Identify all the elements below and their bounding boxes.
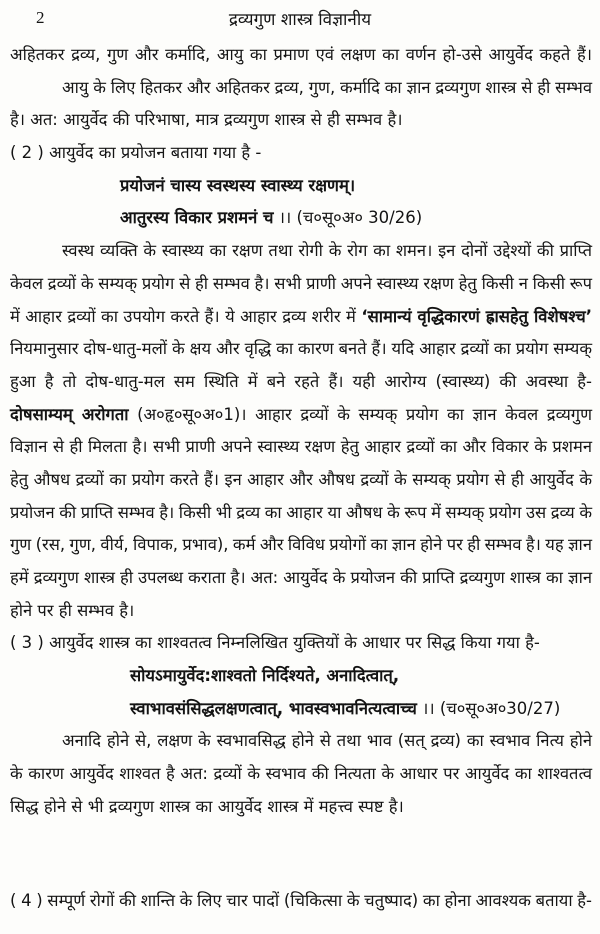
text-segment: हेतु औषध द्रव्यों का प्रयोग करते हैं। इन आहार और औषध द्रव्यों के सम्यक् प्रयोग से ही आयुर्वेद के [10, 469, 592, 489]
bold-quotation: सोयऽमायुर्वेद:शाश्वतो निर्दिश्यते, अनादित्वात्, [130, 666, 400, 686]
text-segment: ( 3 ) आयुर्वेद शास्त्र का शाश्वतत्व निम्नलिखित युक्तियों के आधार पर सिद्ध किया गया है- [10, 633, 540, 653]
text-line [10, 631, 592, 655]
text-segment: गुण (रस, गुण, वीर्य, विपाक, प्रभाव), कर्म और विविध प्रयोगों का ज्ञान होने पर ही सम्भव है। यह ज्ञान [10, 535, 592, 555]
text-segment: विज्ञान से ही मिलता है। सभी प्राणी अपने स्वास्थ्य रक्षण हेतु आहार द्रव्यों का और विकार के प्रशमन [10, 437, 592, 457]
text-line [120, 174, 592, 198]
bold-quotation: आतुरस्य विकार प्रशमनं च [120, 208, 274, 228]
bold-quotation: प्रयोजनं चास्य स्वस्थस्य स्वास्थ्य रक्षणम्। [120, 175, 356, 195]
text-line [10, 337, 592, 361]
text-line [10, 501, 592, 525]
text-line [10, 305, 592, 329]
body-text [0, 43, 600, 934]
text-segment: में आहार द्रव्यों का उपयोग करते हैं। ये आहार द्रव्य शरीर में [10, 306, 362, 326]
text-line [10, 141, 592, 165]
text-segment: सिद्ध होने से भी द्रव्यगुण शास्त्र का आयुर्वेद शास्त्र में महत्त्व स्पष्ट है। [10, 796, 404, 816]
text-segment: होने पर ही सम्भव है। [10, 600, 135, 620]
text-line [62, 76, 592, 100]
text-segment: ।। (च०सू०अ०30/27) [416, 698, 561, 718]
text-segment: (अ०हृ०सू०अ०1)। आहार द्रव्यों के सम्यक् प्रयोग का ज्ञान केवल द्रव्यगुण [128, 404, 592, 424]
text-line [10, 272, 592, 296]
text-line [130, 697, 592, 721]
text-line [62, 729, 592, 753]
bold-quotation: दोषसाम्यम् अरोगता [10, 404, 129, 424]
bold-quotation: स्वाभावसंसिद्धलक्षणत्वात्, भावस्वभावनित्यत्वाच्च [130, 698, 417, 718]
text-line [10, 599, 592, 623]
text-line [10, 108, 592, 132]
text-segment: हमें द्रव्यगुण शास्त्र ही उपलब्ध कराता है। अत: आयुर्वेद के प्रयोजन की प्राप्ति द्रव्यगुण शास्त्र का ज्ञान [10, 568, 592, 587]
text-segment: प्रयोजन की प्राप्ति सम्भव है। किसी भी द्रव्य का आहार या औषध के रूप में सम्यक् प्रयोग उस द्रव्य के [10, 502, 592, 522]
text-segment: केवल द्रव्यों के सम्यक् प्रयोग से ही सम्भव है। सभी प्राणी अपने स्वास्थ्य रक्षण हेतु किसी न किसी रूप [10, 273, 592, 293]
text-segment: हुआ है तो दोष-धातु-मल सम स्थिति में बने रहते हैं। यही आरोग्य (स्वास्थ्य) की अवस्था है- [10, 371, 592, 391]
text-line [130, 664, 592, 688]
text-segment: स्वस्थ व्यक्ति के स्वास्थ्य का रक्षण तथा रोगी के रोग का शमन। इन दोनों उद्देश्यों की प्राप्ति [62, 241, 592, 261]
text-line [10, 795, 592, 819]
text-segment: अनादि होने से, लक्षण के स्वभावसिद्ध होने से तथा भाव (सत् द्रव्य) का स्वभाव नित्य होने [62, 731, 592, 751]
text-segment: ( 2 ) आयुर्वेद का प्रयोजन बताया गया है - [10, 143, 262, 163]
running-title: द्रव्यगुण शास्त्र विज्ञानीय [228, 10, 372, 30]
text-line [10, 403, 592, 427]
text-segment: अहितकर द्रव्य, गुण और कर्मादि, आयु का प्रमाण एवं लक्षण का वर्णन हो-उसे आयुर्वेद कहते हैं। [10, 45, 592, 64]
text-line [10, 566, 592, 590]
bold-quotation: ‘सामान्यं वृद्धिकारणं ह्रासहेतु विशेषश्च’ [361, 306, 592, 326]
text-segment: है। अत: आयुर्वेद की परिभाषा, मात्र द्रव्यगुण शास्त्र से ही सम्भव है। [10, 110, 403, 130]
text-line [10, 762, 592, 786]
text-line [10, 43, 592, 67]
text-segment: नियमानुसार दोष-धातु-मलों के क्षय और वृद्धि का कारण बनते हैं। यदि आहार द्रव्यों का प्रयोग सम्यक् [10, 339, 592, 359]
text-segment: आयु के लिए हितकर और अहितकर द्रव्य, गुण, कर्मादि का ज्ञान द्रव्यगुण शास्त्र से ही सम्भव [62, 77, 592, 97]
text-line [10, 468, 592, 492]
page-header [0, 0, 600, 43]
text-line [10, 370, 592, 394]
page-number: 2 [36, 8, 45, 27]
text-line [10, 435, 592, 459]
text-segment: ।। (च०सू०अ० 30/26) [273, 208, 423, 228]
text-segment: ( 4 ) सम्पूर्ण रोगों की शान्ति के लिए चार पादों (चिकित्सा के चतुष्पाद) का होना आवश्यक बताया है- [10, 890, 592, 910]
text-segment: के कारण आयुर्वेद शाश्वत है अत: द्रव्यों के स्वभाव की नित्यता के आधार पर आयुर्वेद का शाश्वतत्व [10, 764, 592, 784]
text-line [62, 239, 592, 263]
text-line [120, 206, 592, 230]
text-line [10, 889, 592, 913]
text-line [10, 533, 592, 557]
